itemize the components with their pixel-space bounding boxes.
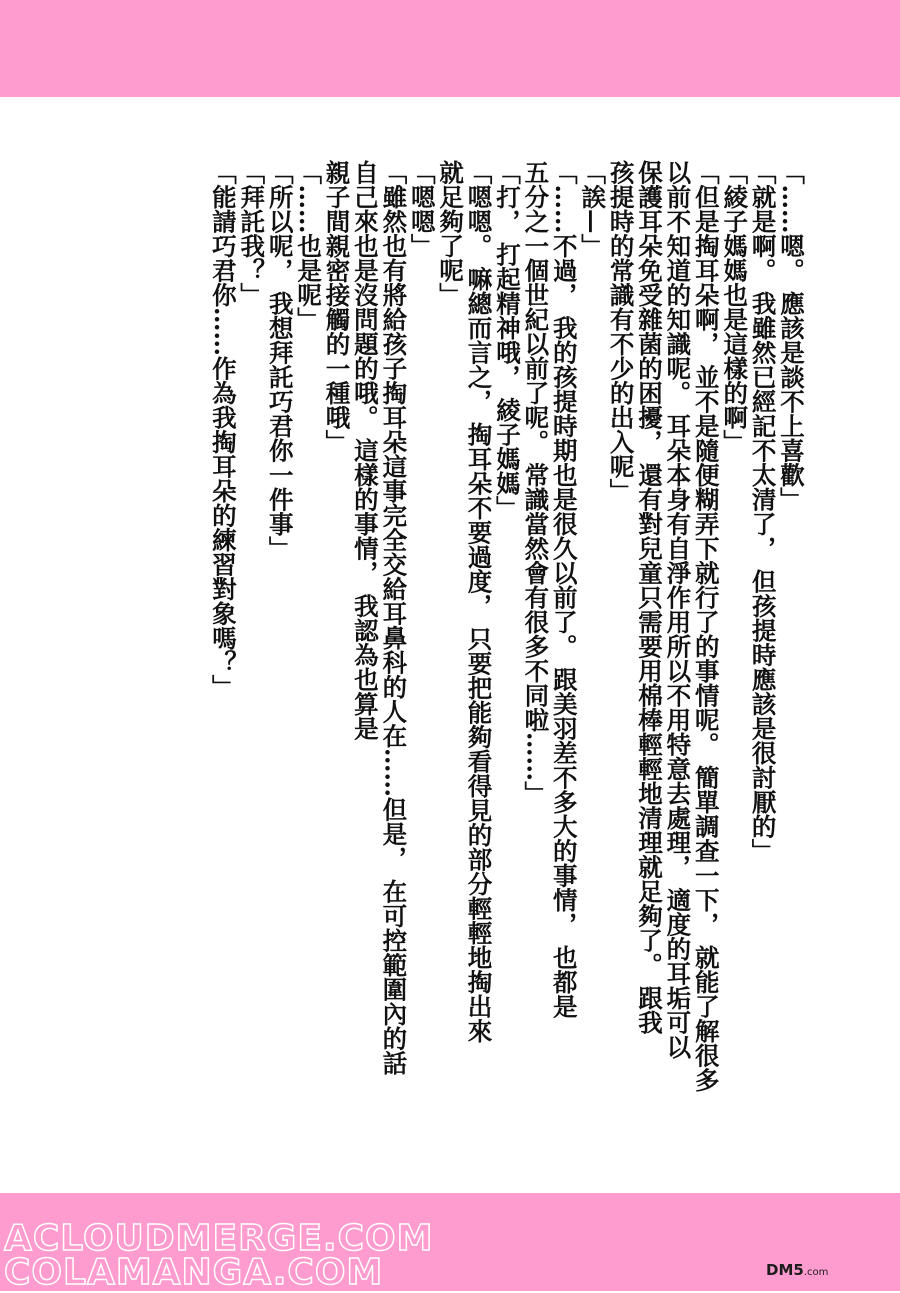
text-line: 「能請巧君你……作為我掏耳朵的練習對象嗎？」 [208, 160, 238, 699]
text-line: 「……也是呢」 [294, 160, 324, 332]
text-line: 「就是啊。 我雖然已經記不太清了， 但孩提時應該是很討厭的」 [748, 160, 778, 864]
dm5-logo-sub: .com [803, 1267, 829, 1278]
text-line: 以前不知道的知識呢。 耳朵本身有自淨作用所以不用特意去處理， 適度的耳垢可以 [663, 160, 693, 1060]
text-line: 「……嗯。 應該是談不上喜歡」 [777, 160, 806, 512]
text-line: 「綾子媽媽也是這樣的啊」 [720, 160, 750, 454]
text-line: 五分之一個世紀以前了呢。 常識當然會有很多不同啦……」 [521, 160, 551, 806]
text-line: 「……不過， 我的孩提時期也是很久以前了。 跟美羽差不多大的事情， 也都是 [549, 160, 579, 1019]
text-line: 就足夠了呢」 [436, 160, 466, 307]
text-line: 「打， 打起精神哦， 綾子媽媽」 [492, 160, 522, 521]
top-pink-band [0, 0, 900, 97]
text-line: 「所以呢， 我想拜託巧君你一件事」 [265, 160, 295, 561]
text-line: 親子間親密接觸的一種哦」 [322, 160, 352, 454]
dm5-logo-main: DM5 [766, 1261, 804, 1279]
vertical-text-block [208, 160, 805, 1200]
text-line: 「嗯嗯。 嘛總而言之， 掏耳朵不要過度， 只要把能夠看得見的部分輕輕地掏出來 [464, 160, 494, 1044]
watermark-acloudmerge: ACLOUDMERGE.COM [4, 1218, 434, 1259]
text-line: 「拜託我？」 [237, 160, 267, 307]
text-line: 孩提時的常識有不少的出入呢」 [606, 160, 636, 503]
text-line: 「但是掏耳朵啊， 並不是隨便糊弄下就行了的事情呢。 簡單調查一下， 就能了解很多 [691, 160, 721, 1093]
dm5-logo [766, 1261, 828, 1279]
text-line: 「誒—」 [578, 160, 608, 258]
text-line: 「嗯嗯」 [407, 160, 437, 258]
text-line: 自己來也是沒問題的哦。 這樣的事情， 我認為也算是 [350, 160, 380, 741]
text-line: 「雖然也有將給孩子掏耳朵這事完全交給耳鼻科的人在……但是， 在可控範圍內的話 [379, 160, 409, 1076]
watermark-colamanga: COLAMANGA.COM [4, 1252, 384, 1293]
text-line: 保護耳朵免受雜菌的困擾， 還有對兒童只需要用棉棒輕輕地清理就足夠了。 跟我 [634, 160, 664, 1035]
